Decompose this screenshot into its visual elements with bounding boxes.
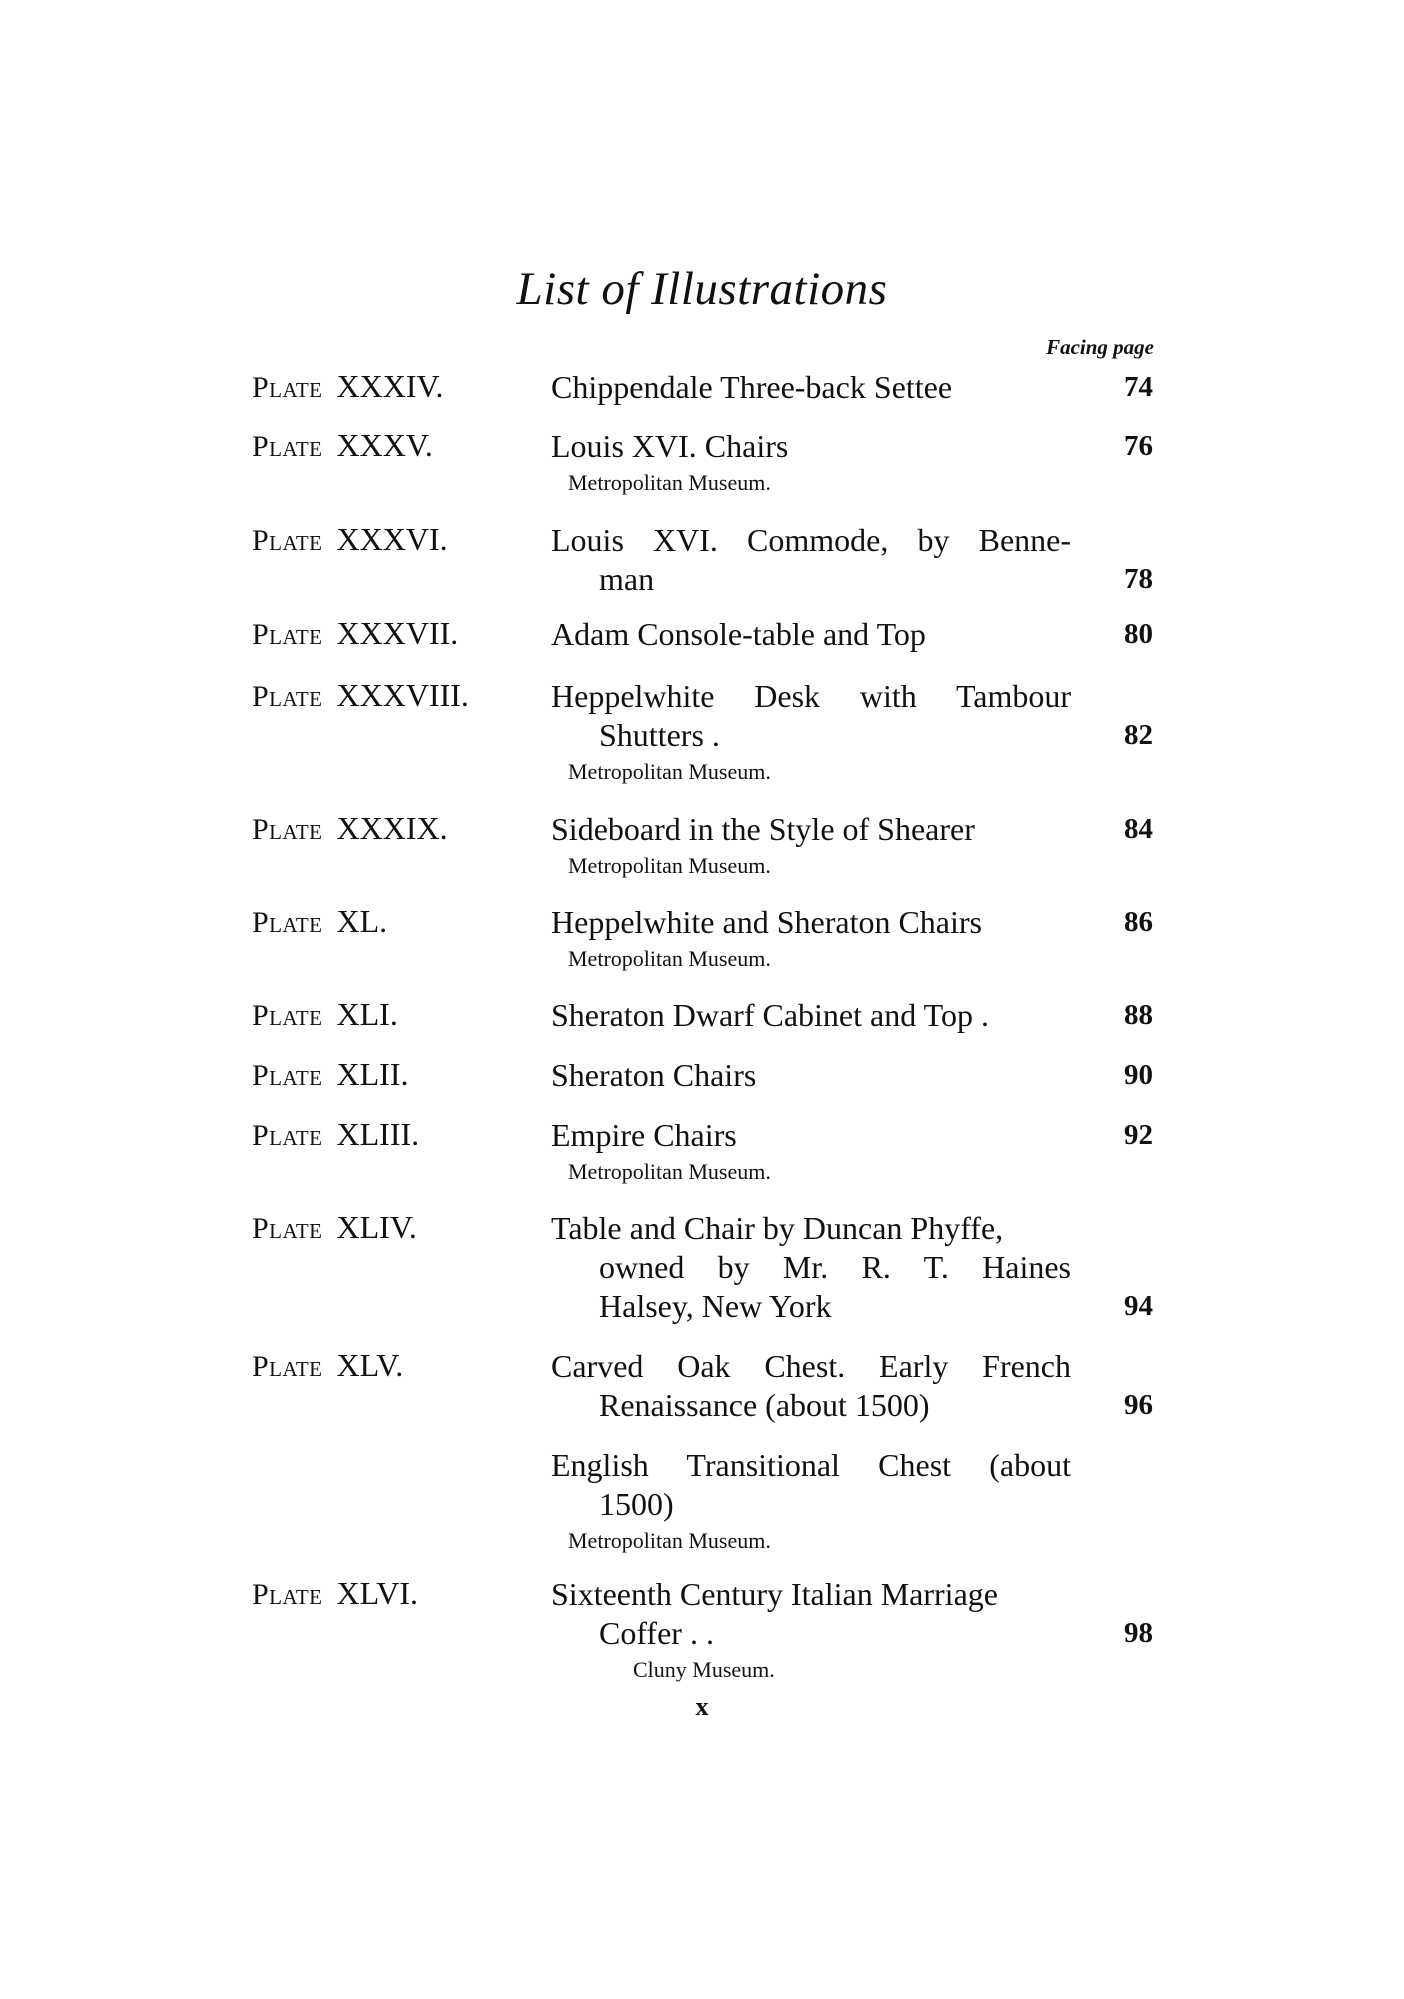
plate-label: Plate XLV. [252,1347,404,1383]
folio-page-number: x [695,1692,709,1721]
illustration-title: Sheraton Chairs [551,1057,757,1093]
plate-label: Plate XLIII. [252,1116,420,1152]
illustration-title: Louis XVI. Chairs Metropolitan Museum. [551,427,1071,500]
plate-label: Plate XLVI. [252,1575,418,1611]
illustration-title: Adam Console-table and Top [551,616,926,652]
credit-line: Metropolitan Museum. [568,759,771,784]
plate-label: Plate XXXIX. [252,810,448,846]
facing-page-label: Facing page [1046,335,1154,359]
illustration-title: Empire Chairs Metropolitan Museum. [551,1116,1071,1189]
plate-label: Plate XXXVII. [252,615,459,651]
page-number: 78 [1124,563,1153,595]
illustration-title: Sheraton Dwarf Cabinet and Top . [551,997,989,1033]
page-number: 92 [1124,1119,1153,1151]
plate-label: Plate XXXIV. [252,368,444,404]
credit-line: Cluny Museum. [633,1657,775,1682]
page-number: 90 [1124,1059,1153,1091]
illustration-title: English Transitional Chest (about 1500) Metropolitan Museum. [551,1446,1071,1558]
illustration-title: Sideboard in the Style of Shearer Metropolitan Museum. [551,810,1071,883]
page-number: 82 [1124,719,1153,751]
plate-label: Plate XLIV. [252,1209,417,1245]
credit-line: Metropolitan Museum. [568,946,771,971]
page-number: 98 [1124,1617,1153,1649]
page-number: 96 [1124,1389,1153,1421]
page-number: 88 [1124,999,1153,1031]
plate-label: Plate XXXVIII. [252,677,469,713]
plate-label: Plate XLII. [252,1056,409,1092]
page-number: 74 [1124,371,1153,403]
illustration-title: Louis XVI. Commode, by Benne- man [551,522,1071,597]
illustration-title: Chippendale Three-back Settee [551,369,953,405]
credit-line: Metropolitan Museum. [568,853,771,878]
credit-line: Metropolitan Museum. [568,470,771,495]
illustration-title: Heppelwhite Desk with Tambour Shutters . Metropolitan Museum. [551,677,1071,789]
illustration-title: Table and Chair by Duncan Phyffe, owned by Mr. R. T. Haines Halsey, New York [551,1210,1071,1324]
plate-label: Plate XXXV. [252,427,433,463]
illustration-title: Sixteenth Century Italian Marriage Coffer . . Cluny Museum. [551,1575,1071,1687]
credit-line: Metropolitan Museum. [568,1528,771,1553]
page-title: List of Illustrations [516,263,888,315]
page-number: 80 [1124,618,1153,650]
page-number: 94 [1124,1290,1153,1322]
credit-line: Metropolitan Museum. [568,1159,771,1184]
page-number: 84 [1124,813,1153,845]
page-number: 76 [1124,430,1153,462]
plate-label: Plate XXXVI. [252,521,448,557]
page-number: 86 [1124,906,1153,938]
illustration-title: Carved Oak Chest. Early French Renaissance (about 1500) [551,1348,1071,1423]
plate-label: Plate XL. [252,903,388,939]
plate-label: Plate XLI. [252,996,398,1032]
illustration-title: Heppelwhite and Sheraton Chairs Metropolitan Museum. [551,903,1071,976]
